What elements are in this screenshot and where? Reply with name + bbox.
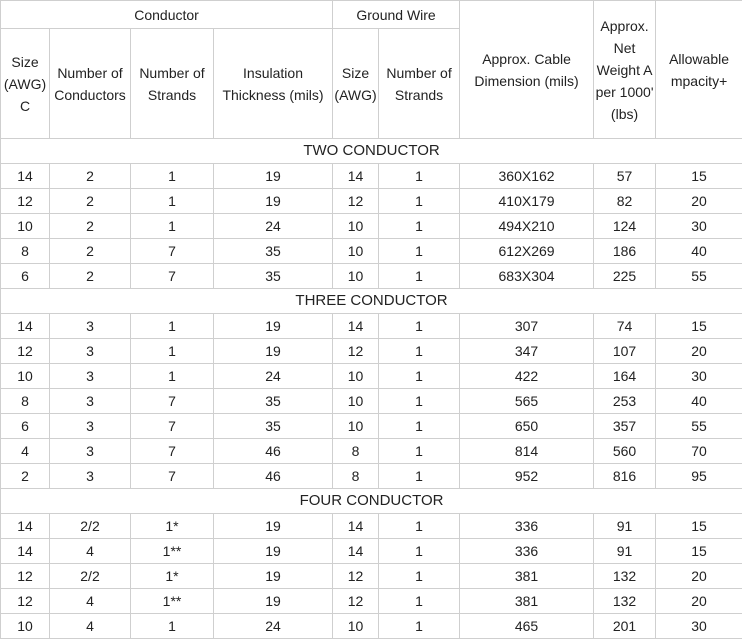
table-cell: 74 xyxy=(594,314,656,339)
section-title: FOUR CONDUCTOR xyxy=(1,489,742,514)
table-cell: 1 xyxy=(131,339,214,364)
table-cell: 3 xyxy=(50,389,131,414)
table-cell: 8 xyxy=(1,389,50,414)
table-cell: 40 xyxy=(656,239,742,264)
ground-size-column-header: Size (AWG) xyxy=(333,29,379,139)
table-cell: 1 xyxy=(379,514,460,539)
table-cell: 12 xyxy=(1,589,50,614)
table-cell: 10 xyxy=(333,414,379,439)
table-cell: 19 xyxy=(214,514,333,539)
table-cell: 1 xyxy=(379,189,460,214)
table-cell: 15 xyxy=(656,164,742,189)
table-cell: 253 xyxy=(594,389,656,414)
table-cell: 465 xyxy=(460,614,594,639)
table-cell: 10 xyxy=(333,264,379,289)
table-cell: 7 xyxy=(131,239,214,264)
table-cell: 14 xyxy=(1,539,50,564)
table-cell: 10 xyxy=(333,239,379,264)
table-cell: 307 xyxy=(460,314,594,339)
table-cell: 12 xyxy=(333,339,379,364)
table-cell: 410X179 xyxy=(460,189,594,214)
table-row xyxy=(1,364,742,389)
table-row xyxy=(1,214,742,239)
table-cell: 55 xyxy=(656,414,742,439)
table-cell: 201 xyxy=(594,614,656,639)
table-cell: 816 xyxy=(594,464,656,489)
table-cell: 336 xyxy=(460,514,594,539)
table-cell: 1 xyxy=(379,389,460,414)
table-cell: 70 xyxy=(656,439,742,464)
ground-wire-group-header: Ground Wire xyxy=(333,1,460,29)
table-cell: 12 xyxy=(1,339,50,364)
table-cell: 30 xyxy=(656,214,742,239)
table-cell: 14 xyxy=(333,514,379,539)
table-cell: 3 xyxy=(50,339,131,364)
table-cell: 19 xyxy=(214,189,333,214)
table-cell: 7 xyxy=(131,414,214,439)
table-cell: 19 xyxy=(214,564,333,589)
table-cell: 7 xyxy=(131,389,214,414)
table-cell: 1 xyxy=(379,314,460,339)
table-cell: 1 xyxy=(131,614,214,639)
table-cell: 24 xyxy=(214,214,333,239)
section-row xyxy=(1,139,742,164)
table-cell: 186 xyxy=(594,239,656,264)
table-cell: 1* xyxy=(131,514,214,539)
table-cell: 650 xyxy=(460,414,594,439)
table-cell: 20 xyxy=(656,189,742,214)
table-cell: 3 xyxy=(50,364,131,389)
table-cell: 91 xyxy=(594,539,656,564)
table-cell: 14 xyxy=(333,539,379,564)
table-cell: 1 xyxy=(379,439,460,464)
section-title: TWO CONDUCTOR xyxy=(1,139,742,164)
table-cell: 381 xyxy=(460,564,594,589)
weight-column-header: Approx. Net Weight A per 1000' (lbs) xyxy=(594,1,656,139)
table-cell: 15 xyxy=(656,514,742,539)
table-cell: 1 xyxy=(131,214,214,239)
table-cell: 40 xyxy=(656,389,742,414)
table-cell: 14 xyxy=(1,514,50,539)
table-body xyxy=(1,139,742,639)
table-cell: 347 xyxy=(460,339,594,364)
table-cell: 10 xyxy=(1,214,50,239)
table-row xyxy=(1,189,742,214)
table-cell: 1 xyxy=(379,464,460,489)
table-cell: 12 xyxy=(333,564,379,589)
table-cell: 10 xyxy=(1,614,50,639)
table-cell: 8 xyxy=(333,464,379,489)
table-cell: 1 xyxy=(379,539,460,564)
table-cell: 1 xyxy=(379,214,460,239)
table-cell: 14 xyxy=(333,164,379,189)
table-cell: 1 xyxy=(379,564,460,589)
table-cell: 14 xyxy=(1,314,50,339)
table-cell: 2 xyxy=(50,164,131,189)
table-cell: 30 xyxy=(656,364,742,389)
table-cell: 14 xyxy=(333,314,379,339)
table-cell: 19 xyxy=(214,339,333,364)
table-cell: 1 xyxy=(379,414,460,439)
table-cell: 1 xyxy=(379,264,460,289)
table-cell: 12 xyxy=(1,564,50,589)
table-cell: 8 xyxy=(333,439,379,464)
table-cell: 565 xyxy=(460,389,594,414)
table-cell: 12 xyxy=(333,589,379,614)
table-cell: 164 xyxy=(594,364,656,389)
table-row xyxy=(1,389,742,414)
table-cell: 1** xyxy=(131,589,214,614)
table-cell: 1* xyxy=(131,564,214,589)
table-cell: 57 xyxy=(594,164,656,189)
table-cell: 1** xyxy=(131,539,214,564)
table-row xyxy=(1,589,742,614)
ground-strands-column-header: Number of Strands xyxy=(379,29,460,139)
num-strands-column-header: Number of Strands xyxy=(131,29,214,139)
table-cell: 225 xyxy=(594,264,656,289)
table-cell: 560 xyxy=(594,439,656,464)
table-cell: 10 xyxy=(333,364,379,389)
table-cell: 1 xyxy=(131,189,214,214)
table-row xyxy=(1,614,742,639)
table-cell: 19 xyxy=(214,314,333,339)
table-cell: 1 xyxy=(379,339,460,364)
table-cell: 19 xyxy=(214,539,333,564)
table-cell: 132 xyxy=(594,589,656,614)
table-cell: 10 xyxy=(1,364,50,389)
table-cell: 24 xyxy=(214,364,333,389)
table-cell: 35 xyxy=(214,264,333,289)
table-cell: 357 xyxy=(594,414,656,439)
table-cell: 683X304 xyxy=(460,264,594,289)
table-cell: 46 xyxy=(214,464,333,489)
size-awg-column-header: Size (AWG) C xyxy=(1,29,50,139)
table-cell: 3 xyxy=(50,464,131,489)
table-cell: 91 xyxy=(594,514,656,539)
table-cell: 2 xyxy=(50,239,131,264)
table-cell: 10 xyxy=(333,214,379,239)
table-cell: 1 xyxy=(379,239,460,264)
table-cell: 4 xyxy=(50,614,131,639)
table-row xyxy=(1,514,742,539)
table-row xyxy=(1,564,742,589)
table-cell: 1 xyxy=(379,589,460,614)
table-cell: 1 xyxy=(379,164,460,189)
table-cell: 6 xyxy=(1,414,50,439)
table-cell: 35 xyxy=(214,414,333,439)
table-cell: 612X269 xyxy=(460,239,594,264)
table-cell: 494X210 xyxy=(460,214,594,239)
table-cell: 1 xyxy=(379,614,460,639)
table-cell: 107 xyxy=(594,339,656,364)
table-cell: 19 xyxy=(214,164,333,189)
table-cell: 1 xyxy=(131,364,214,389)
table-cell: 35 xyxy=(214,239,333,264)
table-cell: 7 xyxy=(131,439,214,464)
table-cell: 35 xyxy=(214,389,333,414)
table-row xyxy=(1,264,742,289)
table-row xyxy=(1,414,742,439)
table-cell: 20 xyxy=(656,564,742,589)
table-cell: 2 xyxy=(50,189,131,214)
table-cell: 814 xyxy=(460,439,594,464)
table-cell: 82 xyxy=(594,189,656,214)
table-cell: 10 xyxy=(333,614,379,639)
table-cell: 14 xyxy=(1,164,50,189)
table-row xyxy=(1,339,742,364)
table-row xyxy=(1,239,742,264)
table-cell: 422 xyxy=(460,364,594,389)
table-cell: 20 xyxy=(656,589,742,614)
table-cell: 1 xyxy=(131,314,214,339)
table-cell: 7 xyxy=(131,264,214,289)
table-cell: 1 xyxy=(379,364,460,389)
table-cell: 8 xyxy=(1,239,50,264)
table-cell: 15 xyxy=(656,539,742,564)
table-cell: 4 xyxy=(50,539,131,564)
conductor-group-header: Conductor xyxy=(1,1,333,29)
table-row xyxy=(1,314,742,339)
table-cell: 3 xyxy=(50,314,131,339)
table-cell: 2 xyxy=(1,464,50,489)
table-cell: 46 xyxy=(214,439,333,464)
table-cell: 10 xyxy=(333,389,379,414)
table-cell: 55 xyxy=(656,264,742,289)
table-cell: 20 xyxy=(656,339,742,364)
section-row xyxy=(1,289,742,314)
table-cell: 95 xyxy=(656,464,742,489)
section-row xyxy=(1,489,742,514)
table-cell: 4 xyxy=(1,439,50,464)
table-cell: 124 xyxy=(594,214,656,239)
table-cell: 132 xyxy=(594,564,656,589)
num-conductors-column-header: Number of Conductors xyxy=(50,29,131,139)
table-cell: 7 xyxy=(131,464,214,489)
section-title: THREE CONDUCTOR xyxy=(1,289,742,314)
table-cell: 24 xyxy=(214,614,333,639)
table-cell: 12 xyxy=(1,189,50,214)
table-cell: 4 xyxy=(50,589,131,614)
table-cell: 1 xyxy=(131,164,214,189)
table-cell: 952 xyxy=(460,464,594,489)
table-cell: 360X162 xyxy=(460,164,594,189)
table-cell: 2 xyxy=(50,214,131,239)
table-cell: 15 xyxy=(656,314,742,339)
ampacity-column-header: Allowable mpacity+ xyxy=(656,1,742,139)
table-row xyxy=(1,164,742,189)
table-cell: 30 xyxy=(656,614,742,639)
table-cell: 19 xyxy=(214,589,333,614)
table-cell: 12 xyxy=(333,189,379,214)
table-cell: 2/2 xyxy=(50,514,131,539)
table-row xyxy=(1,439,742,464)
table-cell: 3 xyxy=(50,439,131,464)
table-cell: 2/2 xyxy=(50,564,131,589)
table-cell: 2 xyxy=(50,264,131,289)
table-row xyxy=(1,464,742,489)
dimension-column-header: Approx. Cable Dimension (mils) xyxy=(460,1,594,139)
table-cell: 336 xyxy=(460,539,594,564)
table-cell: 381 xyxy=(460,589,594,614)
table-cell: 3 xyxy=(50,414,131,439)
insulation-column-header: Insulation Thickness (mils) xyxy=(214,29,333,139)
table-row xyxy=(1,539,742,564)
table-cell: 6 xyxy=(1,264,50,289)
